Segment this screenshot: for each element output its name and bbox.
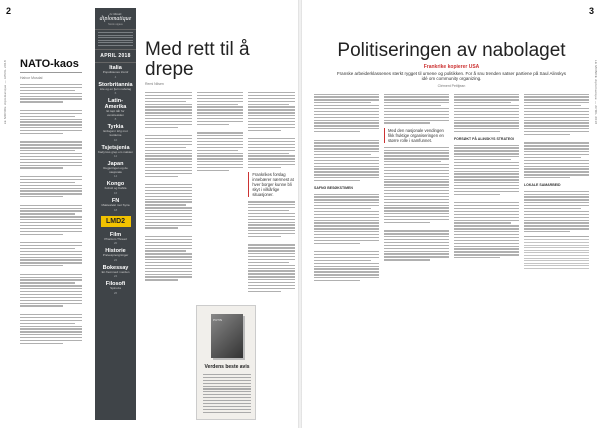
logo-sub: Norsk utgave — [108, 23, 123, 26]
contents-entry[interactable] — [95, 246, 136, 262]
article-right-deck — [334, 65, 569, 82]
book-advertisement[interactable] — [196, 305, 256, 420]
contents-page: 22 — [113, 257, 118, 262]
article-left-col-3 — [248, 92, 295, 292]
article-right-headline: Politiseringen av nabolaget — [337, 40, 566, 61]
right-page-number: 3 — [588, 6, 594, 16]
article-right-deck-text: Franske arbeiderklassenes sterkt rygget til urnene og politikken. For å snu trenden satser partiene på Saul Alinskys idé om community organizing. — [336, 70, 567, 81]
contents-entry[interactable] — [95, 96, 136, 121]
contents-subtitle: Phantom Thread — [104, 236, 127, 241]
contents-page: 24 — [113, 274, 118, 279]
contents-entry[interactable] — [95, 230, 136, 246]
contents-subtitle: Kadyrovs grep om makten — [98, 149, 134, 154]
article-right-col-4-text — [524, 94, 589, 233]
contents-subtitle: Maktesløst mot Syria — [101, 202, 130, 207]
contents-page: 8 — [114, 117, 117, 122]
contents-entry[interactable] — [95, 179, 136, 195]
logo-top: Le Monde — [109, 12, 122, 16]
contents-topic: Japan — [107, 161, 124, 168]
contents-subtitle: Et tapt tiår for venstresiden — [106, 109, 125, 117]
contents-page: 14 — [113, 174, 118, 179]
article-left-col-3-text-top — [248, 92, 295, 168]
contents-entry[interactable] — [95, 196, 136, 212]
article-right-col-2-text-bottom — [384, 147, 449, 261]
nato-column-title: NATO-kaos — [20, 58, 82, 73]
right-page — [302, 0, 600, 428]
contents-page: 20 — [113, 241, 118, 246]
contents-topic: Film — [109, 231, 122, 238]
contents-topic: Tyrkia — [107, 124, 124, 131]
contents-topic: Storbritannia — [98, 81, 133, 88]
left-page — [0, 0, 298, 428]
article-right — [314, 40, 589, 281]
article-left-byline: Remi Nilsen — [145, 82, 164, 86]
contents-subtitle: En fremmed i verden — [101, 269, 130, 274]
contents-entry[interactable] — [95, 122, 136, 141]
logo-main: diplomatique — [99, 16, 132, 22]
article-right-pull-quote: Med den nasjonale vendingen fikk fruktige organiseringen en større rolle i samfunnet. — [384, 128, 449, 143]
lmd2-badge[interactable]: LMD2 — [101, 216, 131, 227]
sidebar-fine-print — [95, 30, 136, 49]
contents-topic: FN — [111, 197, 120, 204]
contents-page: 16 — [113, 190, 118, 195]
contents-subtitle: Regjeringen og de nasjonale — [103, 166, 128, 174]
article-right-subhead-3: LOKALE SAMARBEID — [524, 183, 561, 188]
article-left-headline: Med rett til å drepe — [145, 39, 250, 80]
contents-subtitle: Prøvesprengninger — [102, 253, 129, 258]
article-left-col-3-text-bottom — [248, 201, 295, 292]
book-cover-image — [211, 314, 243, 358]
contents-entry[interactable] — [95, 80, 136, 96]
article-right-col-2 — [384, 94, 449, 282]
contents-page: 10 — [113, 137, 118, 142]
contents-topic: Latin-Amerika — [104, 98, 127, 111]
article-right-kicker: Frankrike kopierer USA — [423, 64, 480, 70]
nato-column-byline: Halvor Musdal — [20, 76, 43, 80]
article-left-pull-quote: Frankrikes forslag innebærer nærmest at hver borger kunne bli skyt i vilkårlige situasjoner. — [248, 172, 295, 197]
contents-topic: Kongo — [106, 181, 125, 188]
book-cover-label: PUTIN — [213, 318, 222, 322]
article-right-subhead-2: FORSØKT PÅ ALINSKYS STRATEGI — [454, 136, 514, 141]
issue-label: APRIL 2018 — [95, 49, 136, 63]
contents-topic: Tsjetsjenia — [101, 144, 130, 151]
contents-entry[interactable] — [95, 279, 136, 295]
left-page-number: 2 — [6, 6, 12, 16]
contents-sidebar — [95, 8, 136, 420]
article-right-byline: Clément Petitjean — [437, 83, 466, 88]
contents-entry[interactable] — [95, 159, 136, 178]
article-left-col-1 — [145, 92, 192, 292]
contents-subtitle: Erdogan i krig mot kurderne — [103, 129, 128, 137]
contents-entry[interactable] — [95, 63, 136, 79]
masthead-logo — [95, 8, 136, 30]
contents-page: 6 — [114, 91, 117, 96]
contents-page: 18 — [113, 207, 118, 212]
contents-page: 4 — [114, 74, 117, 79]
article-left — [145, 40, 295, 292]
contents-topic: Bokessay — [102, 264, 129, 271]
ad-title: Verdens beste avis — [204, 364, 250, 370]
article-left-col-2 — [197, 92, 244, 292]
nato-column — [20, 58, 82, 344]
ad-body — [203, 374, 251, 414]
contents-topic: Italia — [109, 65, 122, 71]
article-left-col-2-text — [197, 92, 244, 171]
contents-subtitle: Populistenes triumf — [102, 70, 129, 74]
contents-entry[interactable] — [95, 143, 136, 159]
contents-topic: Historie — [105, 248, 126, 255]
article-right-col-3 — [454, 94, 519, 282]
article-right-body — [314, 94, 589, 282]
contents-page: 26 — [113, 290, 118, 295]
contents-topic: Filosofi — [105, 281, 126, 288]
contents-page: 12 — [113, 154, 118, 159]
right-running-header: LE MONDE diplomatique — APRIL 2018 — [594, 60, 598, 125]
contents-subtitle: Kobolt og Kabila — [104, 186, 127, 191]
contents-entry[interactable] — [95, 263, 136, 279]
contents-subtitle: Lite og en fjern nabolag — [99, 86, 132, 91]
article-left-body — [145, 92, 295, 292]
article-right-footnotes — [524, 236, 589, 269]
article-right-col-2-text-top — [384, 94, 449, 124]
contents-subtitle: Spinoza — [110, 286, 121, 291]
article-right-subhead-1: SAFNG BESØKSTIMEN — [314, 185, 353, 190]
left-running-header: LE MONDE diplomatique — APRIL 2018 — [3, 60, 7, 125]
article-right-col-4 — [524, 94, 589, 282]
nato-column-body — [20, 84, 82, 344]
article-right-col-1 — [314, 94, 379, 282]
